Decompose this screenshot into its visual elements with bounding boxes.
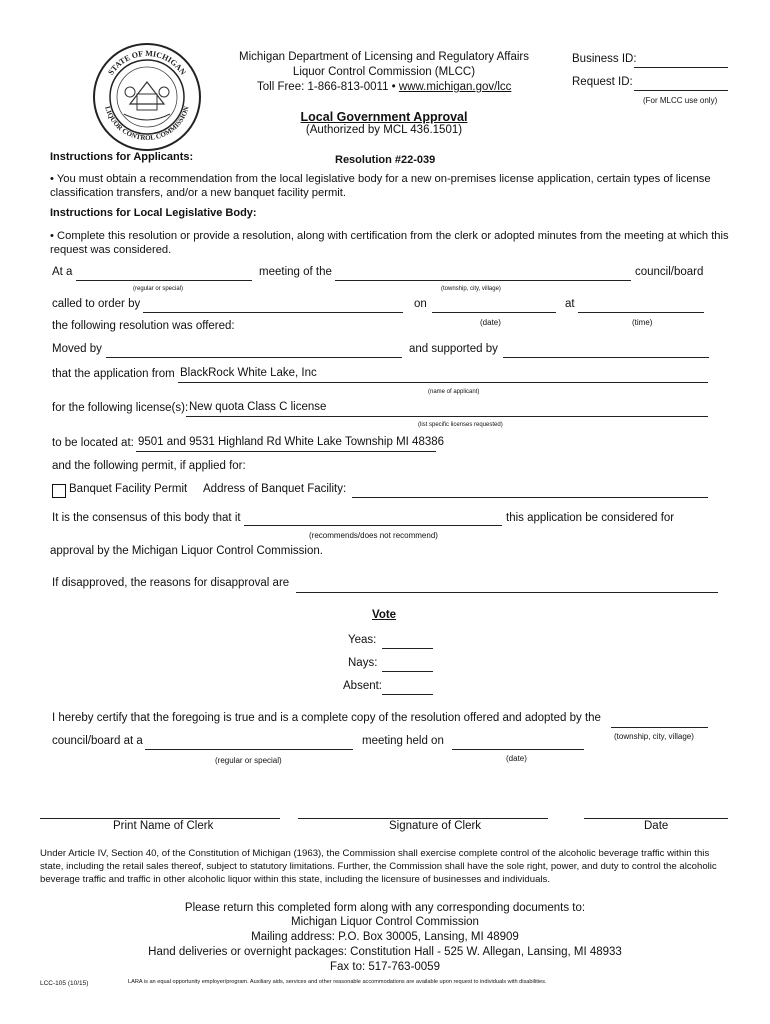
absent-label: Absent: bbox=[343, 680, 382, 692]
banquet-address-label: Address of Banquet Facility: bbox=[203, 483, 347, 495]
name-of-applicant-caption: (name of applicant) bbox=[428, 389, 480, 395]
meeting-of-label: meeting of the bbox=[259, 266, 332, 278]
form-title: Local Government Approval bbox=[300, 110, 468, 124]
license-value: New quota Class C license bbox=[189, 401, 327, 413]
resolution-number: Resolution #22-039 bbox=[335, 154, 436, 166]
at-a-label: At a bbox=[52, 266, 73, 278]
resolution-offered: the following resolution was offered: bbox=[52, 320, 235, 332]
supported-by-label: and supported by bbox=[409, 343, 498, 355]
location-value: 9501 and 9531 Highland Rd White Lake Township MI 48386 bbox=[138, 436, 445, 448]
state-seal-logo bbox=[92, 42, 202, 152]
if-disapproved-label: If disapproved, the reasons for disapproval are bbox=[52, 577, 290, 589]
signature-label: Signature of Clerk bbox=[389, 820, 482, 832]
return-line-1: Please return this completed form along with any corresponding documents to: bbox=[184, 902, 586, 914]
business-id-field[interactable] bbox=[634, 67, 728, 68]
certify-township-field[interactable] bbox=[611, 727, 708, 728]
location-field[interactable] bbox=[136, 451, 436, 452]
certify-meeting-type-field[interactable] bbox=[145, 749, 353, 750]
legal-text: Under Article IV, Section 40, of the Constitution of Michigan (1963), the Commission shall exercise complete control of the alcoholic beverage traffic within this state, including the retail sales thereof, subject to statutory limitations. Further, the Commission shall have the sole right, power, and duty to control the alcoholic beverage traffic and traffic in other alcoholic liquor within this state, including the licensure of businesses and individuals. bbox=[40, 848, 717, 885]
yeas-label: Yeas: bbox=[348, 634, 377, 646]
legislative-heading: Instructions for Local Legislative Body: bbox=[50, 207, 257, 219]
signature-date-field[interactable] bbox=[584, 818, 728, 819]
signature-field[interactable] bbox=[298, 818, 548, 819]
return-line-2: Michigan Liquor Control Commission bbox=[291, 916, 479, 928]
banquet-address-field[interactable] bbox=[352, 497, 708, 498]
date-caption: (date) bbox=[480, 318, 501, 327]
business-id-label: Business ID: bbox=[572, 53, 637, 65]
absent-field[interactable] bbox=[382, 694, 433, 695]
certify-date-caption: (date) bbox=[506, 754, 527, 763]
called-to-order-label: called to order by bbox=[52, 298, 141, 310]
recommendation-field[interactable] bbox=[244, 525, 502, 526]
nays-label: Nays: bbox=[348, 657, 378, 669]
consensus-label: It is the consensus of this body that it bbox=[52, 512, 241, 524]
certify-township-caption: (township, city, village) bbox=[614, 732, 694, 741]
recommends-caption: (recommends/does not recommend) bbox=[309, 531, 438, 540]
township-caption: (township, city, village) bbox=[441, 286, 501, 292]
certify-statement: I hereby certify that the foregoing is true and is a complete copy of the resolution offered and adopted by the bbox=[52, 712, 601, 724]
vote-heading: Vote bbox=[372, 609, 397, 621]
time-caption: (time) bbox=[632, 318, 653, 327]
mlcc-use-only: (For MLCC use only) bbox=[643, 96, 718, 105]
form-number: LCC-105 (10/15) bbox=[40, 980, 89, 987]
licenses-field[interactable] bbox=[186, 416, 708, 417]
website-link[interactable]: www.michigan.gov/lcc bbox=[398, 81, 512, 93]
return-line-5: Fax to: 517-763-0059 bbox=[330, 961, 440, 973]
request-id-field[interactable] bbox=[634, 90, 728, 91]
return-line-4: Hand deliveries or overnight packages: Constitution Hall - 525 W. Allegan, Lansing, MI 48933 bbox=[148, 946, 622, 958]
at-label: at bbox=[565, 298, 575, 310]
moved-by-label: Moved by bbox=[52, 343, 102, 355]
on-label: on bbox=[414, 298, 427, 310]
certify-date-field[interactable] bbox=[452, 749, 584, 750]
meeting-time-field[interactable] bbox=[578, 312, 704, 313]
meeting-date-field[interactable] bbox=[432, 312, 556, 313]
approval-by-label: approval by the Michigan Liquor Control Commission. bbox=[50, 545, 323, 557]
nays-field[interactable] bbox=[382, 671, 433, 672]
yeas-field[interactable] bbox=[382, 648, 433, 649]
request-id-label: Request ID: bbox=[572, 76, 633, 88]
township-field[interactable] bbox=[335, 280, 631, 281]
toll-free-number: Toll Free: 1-866-813-0011 • bbox=[257, 81, 396, 93]
authorized-by: (Authorized by MCL 436.1501) bbox=[305, 124, 463, 136]
commission-name: Liquor Control Commission (MLCC) bbox=[292, 66, 476, 78]
toll-free bbox=[257, 81, 511, 93]
svg-text:STATE OF MICHIGAN: STATE OF MICHIGAN bbox=[106, 48, 188, 77]
applicant-name-field[interactable] bbox=[178, 382, 708, 383]
following-permit-label: and the following permit, if applied for: bbox=[52, 460, 246, 472]
considered-for-label: this application be considered for bbox=[506, 512, 675, 524]
list-licenses-caption: (list specific licenses requested) bbox=[418, 422, 503, 428]
certify-regular-special-caption: (regular or special) bbox=[215, 756, 282, 765]
banquet-permit-checkbox[interactable] bbox=[52, 484, 66, 498]
council-board-label: council/board bbox=[635, 266, 704, 278]
legislative-instruction: • Complete this resolution or provide a resolution, along with certification from the clerk or adopted minutes from the meeting at which this request was considered. bbox=[50, 230, 729, 256]
moved-by-field[interactable] bbox=[106, 357, 402, 358]
supported-by-field[interactable] bbox=[503, 357, 709, 358]
located-at-label: to be located at: bbox=[52, 437, 134, 449]
called-to-order-field[interactable] bbox=[143, 312, 403, 313]
agency-name: Michigan Department of Licensing and Regulatory Affairs bbox=[238, 51, 529, 63]
licenses-label: for the following license(s): bbox=[52, 402, 189, 414]
print-name-field[interactable] bbox=[40, 818, 280, 819]
regular-special-caption: (regular or special) bbox=[133, 286, 184, 292]
applicants-heading: Instructions for Applicants: bbox=[50, 151, 194, 163]
council-board-at-a-label: council/board at a bbox=[52, 735, 143, 747]
return-line-3: Mailing address: P.O. Box 30005, Lansing, MI 48909 bbox=[251, 931, 519, 943]
date-label: Date bbox=[644, 820, 669, 832]
applicant-name-value: BlackRock White Lake, Inc bbox=[180, 367, 317, 379]
applicants-instruction: • You must obtain a recommendation from the local legislative body for a new on-premises license application, certain types of license classification transfers, and/or a new banquet facility permit. bbox=[50, 173, 711, 199]
meeting-held-on-label: meeting held on bbox=[362, 735, 444, 747]
print-name-label: Print Name of Clerk bbox=[113, 820, 214, 832]
disapproval-reasons-field[interactable] bbox=[296, 592, 718, 593]
svg-text:LIQUOR CONTROL COMMISSION: LIQUOR CONTROL COMMISSION bbox=[103, 105, 191, 143]
banquet-permit-label: Banquet Facility Permit bbox=[69, 483, 188, 495]
equal-opportunity: LARA is an equal opportunity employer/program. Auxiliary aids, services and other reasonable accommodations are available upon request to individuals with disabilities. bbox=[128, 979, 547, 985]
application-from-label: that the application from bbox=[52, 368, 175, 380]
meeting-type-field[interactable] bbox=[76, 280, 252, 281]
